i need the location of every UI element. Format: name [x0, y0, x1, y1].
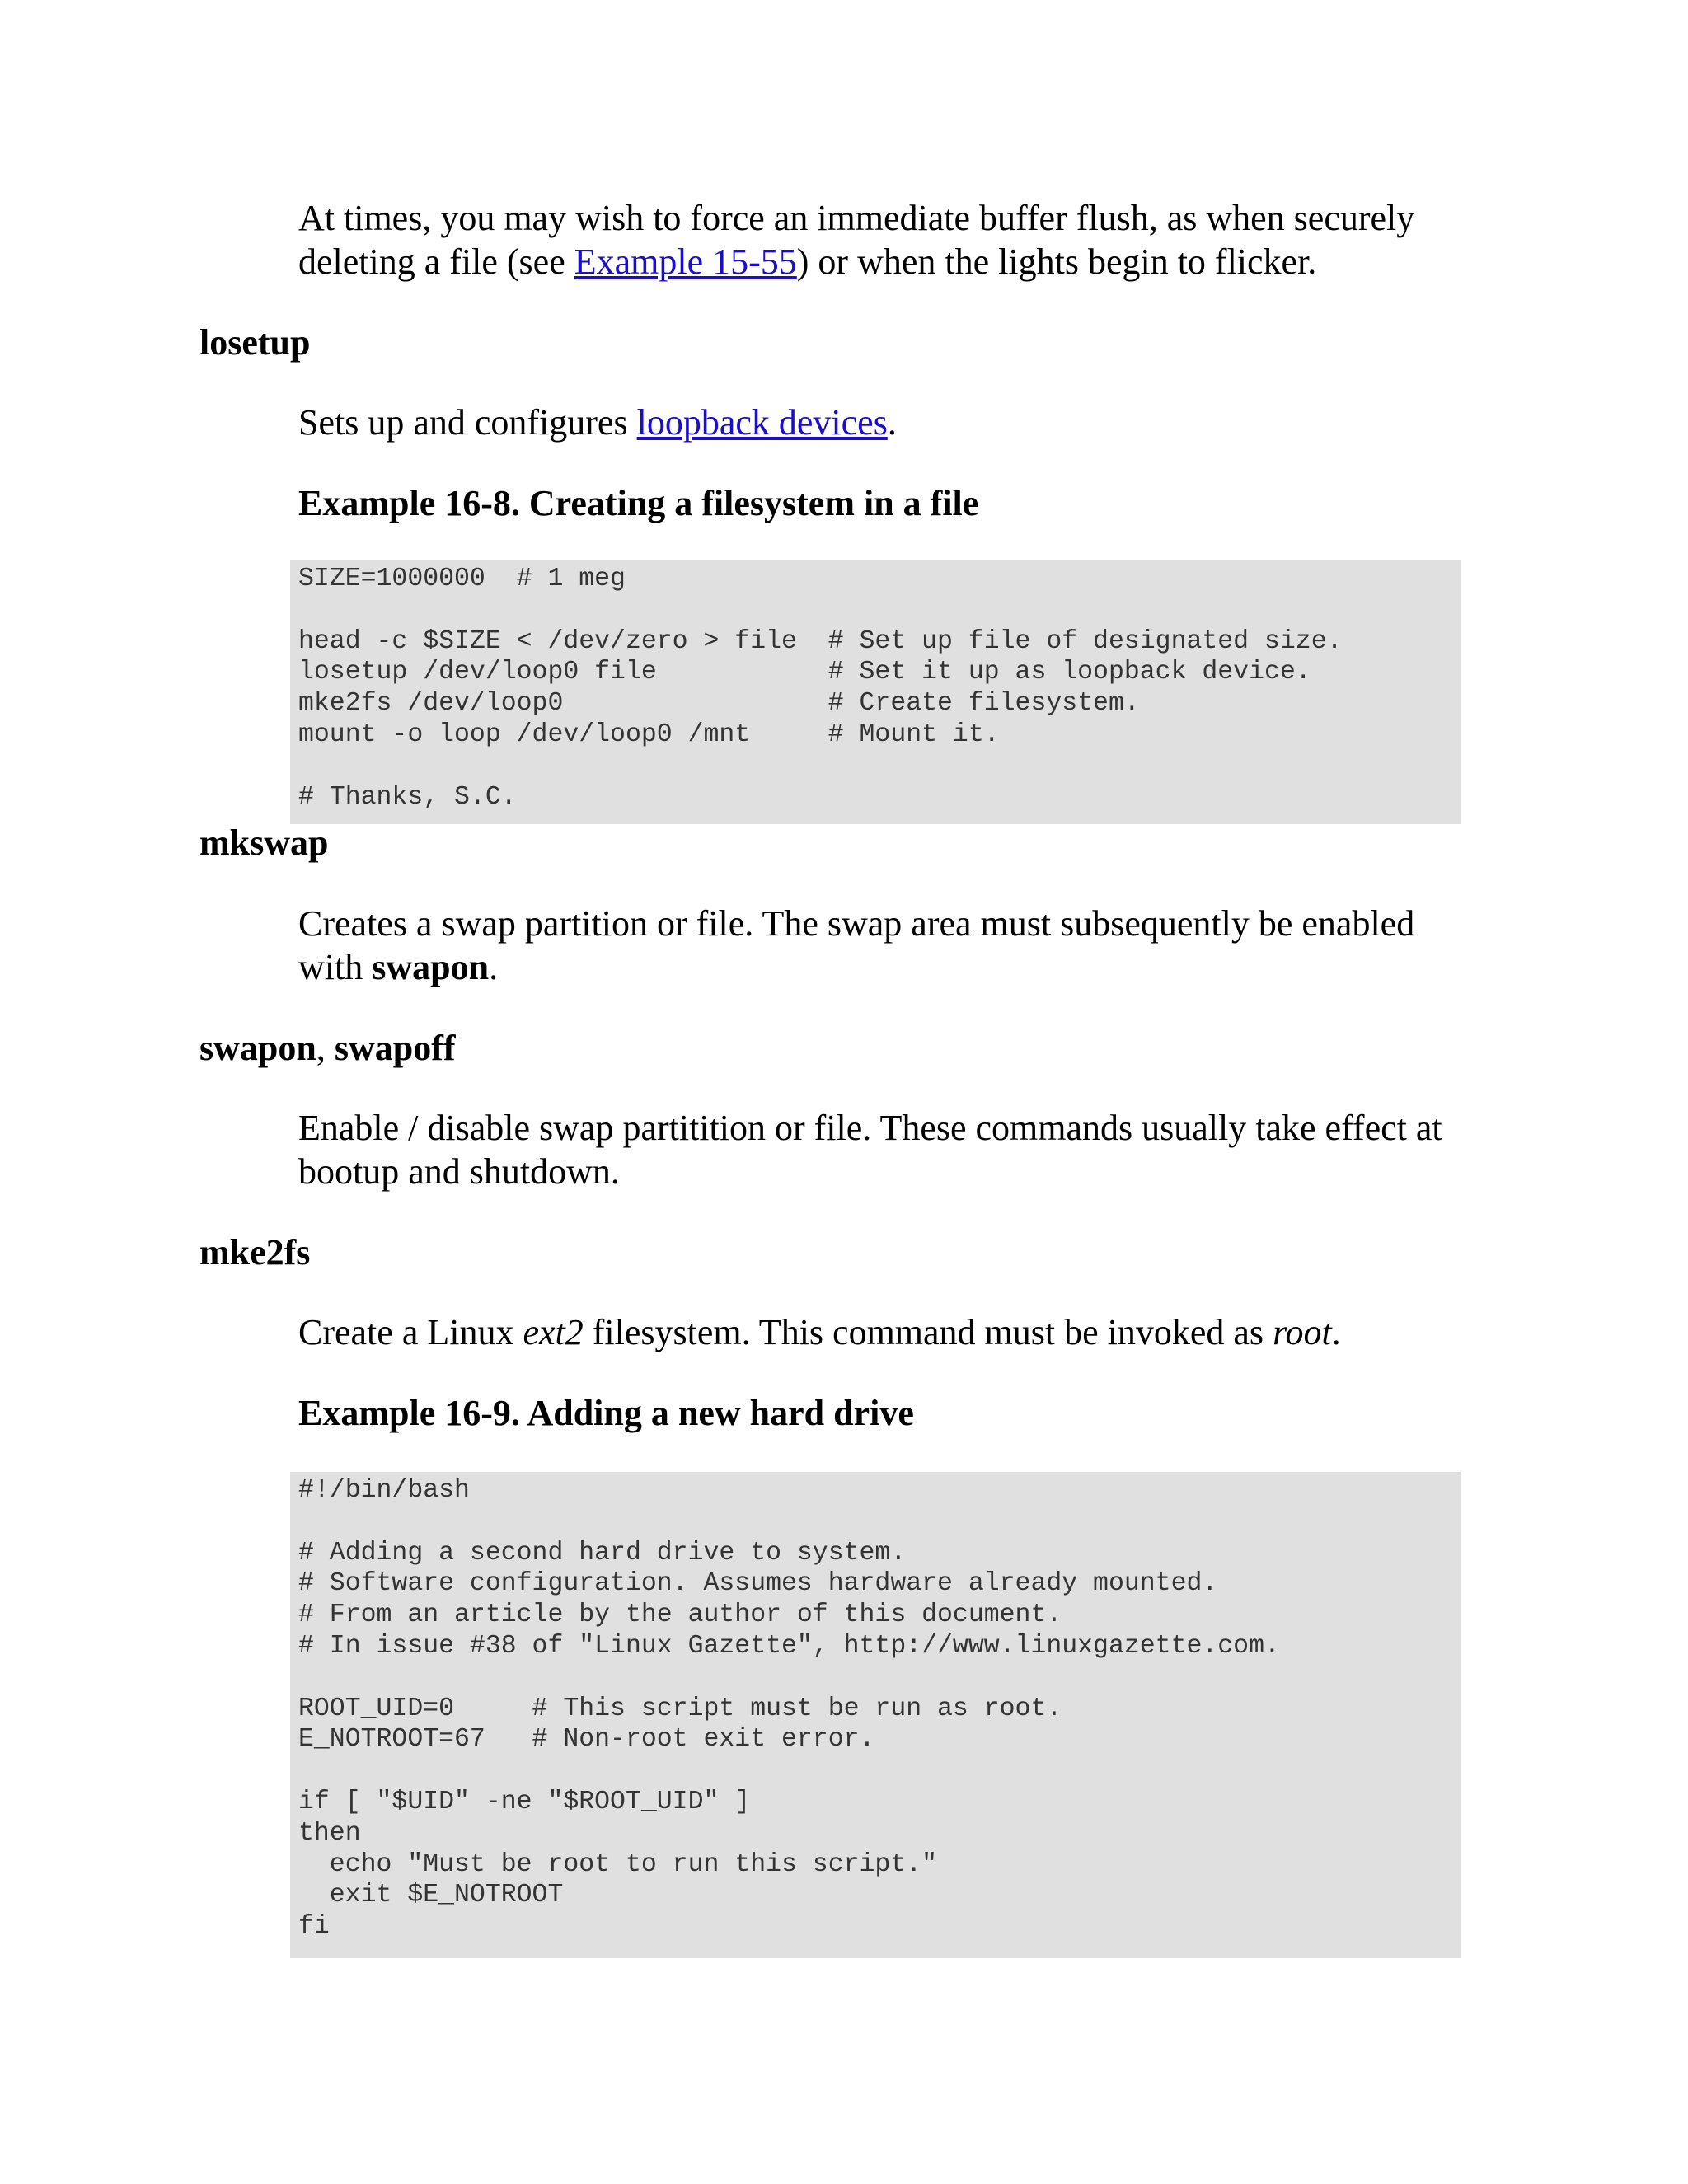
term-swapon-swapoff	[199, 1026, 456, 1070]
term-mke2fs: mke2fs	[199, 1232, 311, 1272]
loopback-devices-link[interactable]: loopback devices	[636, 402, 888, 443]
mke2fs-description	[298, 1310, 1341, 1354]
example-16-9-title: Example 16-9. Adding a new hard drive	[298, 1393, 914, 1433]
intro-line-1-text: At times, you may wish to force an immediate buffer flush, as when securely	[298, 198, 1415, 238]
example-16-8-code: SIZE=1000000 # 1 meg head -c $SIZE < /dev/zero > file # Set up file of designated size. losetup /dev/loop0 file # Set it up as loopback device. mke2fs /dev/loop0 # Create filesystem. mount -o loop /dev/loop0 /mnt # Mount it. # Thanks, S.C.	[290, 560, 1461, 824]
losetup-desc-after: .	[887, 402, 897, 443]
example-16-9-code: #!/bin/bash # Adding a second hard drive to system. # Software configuration. Assumes hardware already mounted. # From an article by the author of this document. # In issue #38 of "Linux Gazette", http://www.linuxgazette.com. ROOT_UID=0 # This script must be run as root. E_NOTROOT=67 # Non-root exit error. if [ "$UID" -ne "$ROOT_UID" ] then echo "Must be root to run this script." exit $E_NOTROOT fi	[290, 1472, 1461, 1958]
term-mkswap: mkswap	[199, 823, 329, 863]
losetup-description	[298, 401, 897, 444]
example-15-55-link[interactable]: Example 15-55	[574, 241, 797, 282]
intro-line-2-text-before: deleting a file (see	[298, 241, 574, 282]
mke2fs-desc-before: Create a Linux	[298, 1312, 523, 1352]
mke2fs-desc-after: .	[1331, 1312, 1341, 1352]
swapon-line-1: Enable / disable swap partitition or file. These commands usually take effect at	[298, 1108, 1442, 1148]
ext2-term: ext2	[523, 1312, 584, 1352]
intro-line-1	[298, 196, 1414, 240]
swapon-line-2: bootup and shutdown.	[298, 1151, 620, 1192]
mkswap-line-1: Creates a swap partition or file. The swap area must subsequently be enabled	[298, 903, 1415, 944]
mke2fs-desc-middle: filesystem. This command must be invoked as	[583, 1312, 1273, 1352]
losetup-desc-before: Sets up and configures	[298, 402, 637, 443]
term-losetup: losetup	[199, 322, 311, 363]
term-swapoff: swapoff	[334, 1028, 456, 1068]
term-swapon: swapon	[199, 1028, 316, 1068]
mkswap-line-2	[298, 945, 498, 989]
intro-line-2	[298, 240, 1316, 284]
mkswap-line-2-before: with	[298, 947, 373, 987]
term-separator: ,	[316, 1028, 335, 1068]
root-term: root	[1273, 1312, 1332, 1352]
intro-line-2-text-after: ) or when the lights begin to flicker.	[796, 241, 1317, 282]
example-16-8-title: Example 16-8. Creating a filesystem in a file	[298, 483, 979, 523]
mkswap-line-2-after: .	[489, 947, 499, 987]
swapon-command: swapon	[372, 947, 490, 987]
